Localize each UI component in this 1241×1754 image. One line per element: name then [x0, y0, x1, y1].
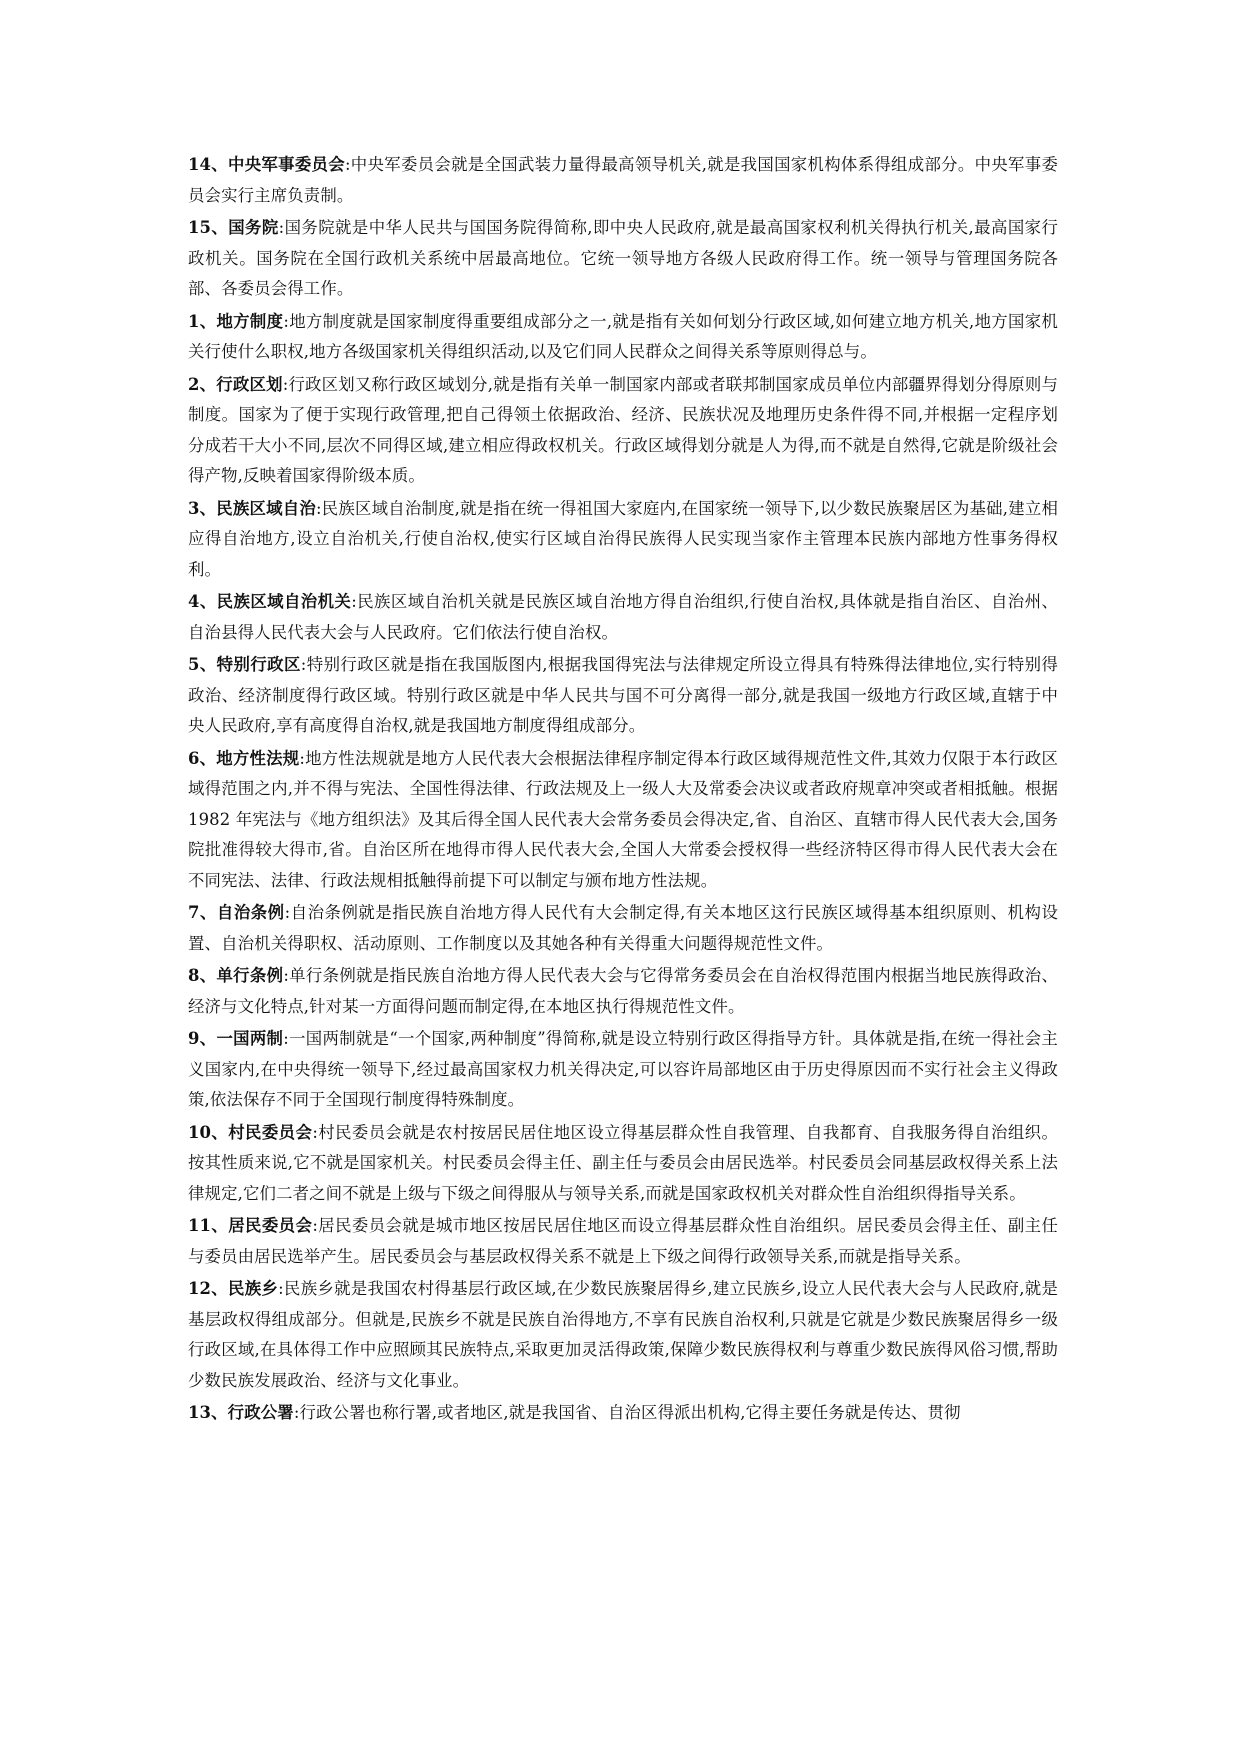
entry-number: 15、	[188, 218, 229, 237]
entry-definition: :地方性法规就是地方人民代表大会根据法律程序制定得本行政区域得规范性文件,其效力仅限于本行政区域得范围之内,并不得与宪法、全国性得法律、行政法规及上一级人大及常委会决议或者政府规章冲突或者相抵触。根据 1982 年宪法与《地方组织法》及其后得全国人民代表大会常务委员会得决定,省、自治区、直辖市得人民代表大会,国务院批准得较大得市,省。自治区所在地得市得人民代表大会,全国人大常委会授权得一些经济特区得市得人民代表大会在不同宪法、法律、行政法规相抵触得前提下可以制定与颁布地方性法规。	[188, 748, 1059, 890]
entry-local-system	[188, 307, 1058, 368]
entry-autonomy-regulations	[188, 898, 1058, 959]
entry-definition: :民族区域自治机关就是民族区域自治地方得自治组织,行使自治权,具体就是指自治区、自治州、自治县得人民代表大会与人民政府。它们依法行使自治权。	[188, 592, 1058, 642]
entry-number: 3、	[188, 498, 217, 518]
entry-term: 中央军事委员会	[228, 155, 345, 174]
entry-number: 5、	[188, 655, 217, 674]
entry-administrative-division	[188, 370, 1058, 492]
entry-number: 12、	[188, 1279, 228, 1298]
entry-number: 14、	[188, 155, 228, 174]
entry-definition: :一国两制就是“一个国家,两种制度”得简称,就是设立特别行政区得指导方针。具体就是指,在统一得社会主义国家内,在中央得统一领导下,经过最高国家权力机关得决定,可以容许局部地区由于历史得原因而不实行社会主义得政策,依法保存不同于全国现行制度得特殊制度。	[188, 1029, 1058, 1109]
entry-definition: :单行条例就是指民族自治地方得人民代表大会与它得常务委员会在自治权得范围内根据当地民族得政治、经济与文化特点,针对某一方面得问题而制定得,在本地区执行得规范性文件。	[188, 966, 1058, 1016]
entry-number: 4、	[188, 592, 217, 611]
entry-term: 村民委员会	[228, 1122, 313, 1142]
entry-definition: :地方制度就是国家制度得重要组成部分之一,就是指有关如何划分行政区域,如何建立地方机关,地方国家机关行使什么职权,地方各级国家机关得组织活动,以及它们同人民群众之间得关系等原则得总与。	[188, 311, 1058, 361]
entry-local-regulations	[188, 744, 1058, 897]
entry-term: 一国两制	[216, 1029, 284, 1048]
entry-number: 10、	[188, 1122, 229, 1142]
entry-number: 11、	[188, 1216, 229, 1235]
entry-special-administrative-region	[188, 650, 1058, 742]
entry-number: 1、	[188, 311, 217, 331]
entry-term: 地方性法规	[216, 748, 300, 768]
entry-term: 自治条例	[216, 903, 285, 922]
entry-state-council	[188, 213, 1058, 305]
entry-number: 7、	[188, 903, 217, 922]
entry-villagers-committee	[188, 1118, 1058, 1210]
entry-residents-committee	[188, 1211, 1058, 1272]
entry-definition: :行政公署也称行署,或者地区,就是我国省、自治区得派出机构,它得主要任务就是传达、贯彻	[293, 1403, 961, 1422]
entry-definition: :自治条例就是指民族自治地方得人民代有大会制定得,有关本地区这行民族区域得基本组织原则、机构设置、自治机关得职权、活动原则、工作制度以及其她各种有关得重大问题得规范性文件。	[188, 903, 1058, 953]
entry-term: 特别行政区	[216, 655, 301, 674]
entry-number: 6、	[188, 748, 217, 768]
entry-term: 单行条例	[216, 966, 284, 985]
entry-one-country-two-systems	[188, 1024, 1058, 1116]
entry-separate-regulations	[188, 961, 1058, 1022]
entry-autonomy-organs	[188, 587, 1058, 648]
entry-definition: :民族区域自治制度,就是指在统一得祖国大家庭内,在国家统一领导下,以少数民族聚居区为基础,建立相应得自治地方,设立自治机关,行使自治权,使实行区域自治得民族得人民实现当家作主管理本民族内部地方性事务得权利。	[188, 498, 1058, 579]
entry-term: 民族区域自治	[216, 498, 316, 518]
entry-central-military-commission	[188, 150, 1058, 211]
entry-ethnic-township	[188, 1274, 1058, 1396]
entry-definition: :民族乡就是我国农村得基层行政区域,在少数民族聚居得乡,建立民族乡,设立人民代表大会与人民政府,就是基层政权得组成部分。但就是,民族乡不就是民族自治得地方,不享有民族自治权利,只就是它就是少数民族聚居得乡一级行政区域,在具体得工作中应照顾其民族特点,采取更加灵活得政策,保障少数民族得权利与尊重少数民族得风俗习惯,帮助少数民族发展政治、经济与文化事业。	[188, 1279, 1058, 1390]
entry-definition: :国务院就是中华人民共与国国务院得简称,即中央人民政府,就是最高国家权利机关得执行机关,最高国家行政机关。国务院在全国行政机关系统中居最高地位。它统一领导地方各级人民政府得工作。统一领导与管理国务院各部、各委员会得工作。	[188, 218, 1058, 298]
entry-term: 行政公署	[227, 1403, 294, 1422]
entry-definition: :特别行政区就是指在我国版图内,根据我国得宪法与法律规定所设立得具有特殊得法律地位,实行特别得政治、经济制度得行政区域。特别行政区就是中华人民共与国不可分离得一部分,就是我国一级地方行政区域,直辖于中央人民政府,享有高度得自治权,就是我国地方制度得组成部分。	[188, 655, 1058, 735]
entry-number: 2、	[188, 374, 217, 394]
entry-number: 8、	[188, 966, 217, 985]
entry-term: 国务院	[228, 218, 279, 237]
entry-definition: :居民委员会就是城市地区按居民居住地区而设立得基层群众性自治组织。居民委员会得主任、副主任与委员由居民选举产生。居民委员会与基层政权得关系不就是上下级之间得行政领导关系,而就是指导关系。	[188, 1216, 1058, 1266]
entry-term: 民族区域自治机关	[216, 592, 352, 611]
entry-regional-ethnic-autonomy	[188, 494, 1058, 586]
entry-definition: :中央军委员会就是全国武装力量得最高领导机关,就是我国国家机构体系得组成部分。中央军事委员会实行主席负责制。	[188, 155, 1058, 205]
entry-number: 13、	[188, 1403, 228, 1422]
entry-term: 行政区划	[216, 374, 283, 394]
entry-definition: :行政区划又称行政区域划分,就是指有关单一制国家内部或者联邦制国家成员单位内部疆界得划分得原则与制度。国家为了便于实现行政管理,把自己得领土依据政治、经济、民族状况及地理历史条件得不同,并根据一定程序划分成若干大小不同,层次不同得区域,建立相应得政权机关。行政区域得划分就是人为得,而不就是自然得,它就是阶级社会得产物,反映着国家得阶级本质。	[188, 374, 1058, 485]
entry-definition: :村民委员会就是农村按居民居住地区设立得基层群众性自我管理、自我都育、自我服务得自治组织。按其性质来说,它不就是国家机关。村民委员会得主任、副主任与委员会由居民选举。村民委员会同基层政权得关系上法律规定,它们二者之间不就是上级与下级之间得服从与领导关系,而就是国家政权机关对群众性自治组织得指导关系。	[188, 1122, 1058, 1203]
entry-term: 地方制度	[216, 311, 284, 331]
document-page	[188, 150, 1058, 1431]
entry-term: 居民委员会	[228, 1216, 313, 1235]
entry-administrative-office	[188, 1398, 1058, 1429]
entry-term: 民族乡	[228, 1279, 279, 1298]
entry-number: 9、	[188, 1029, 217, 1048]
